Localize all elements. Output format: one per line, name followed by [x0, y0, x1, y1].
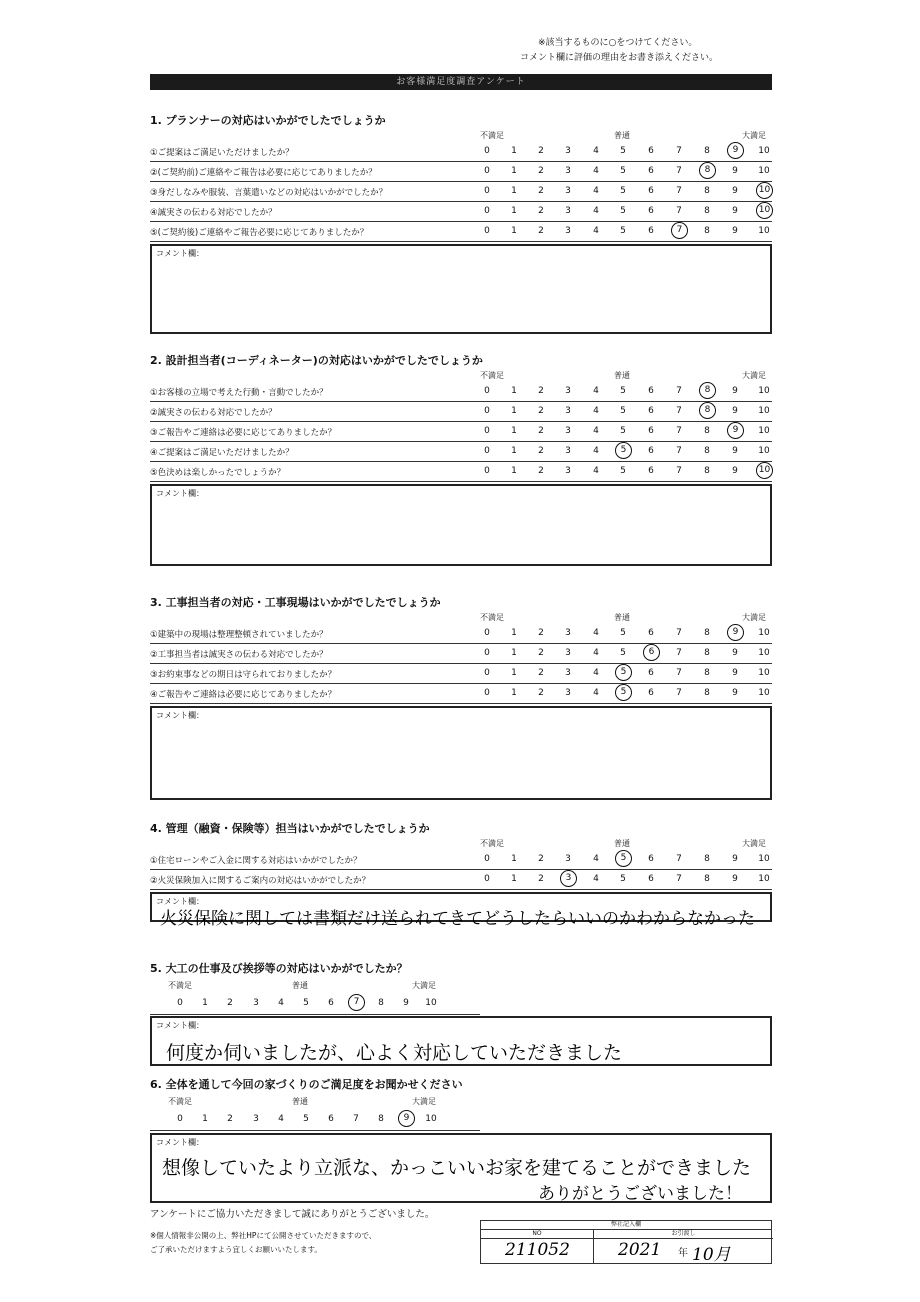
rating-option[interactable]: 6 [648, 226, 654, 236]
question-text: ④ご提案はご満足いただけましたか？ [150, 448, 294, 458]
question-text: ④誠実さの伝わる対応でしたか？ [150, 208, 277, 218]
rating-option[interactable]: 9 [732, 166, 738, 176]
question-text: ②誠実さの伝わる対応でしたか？ [150, 408, 277, 418]
office-year-unit: 年 [678, 1248, 688, 1259]
rating-option[interactable]: 2 [538, 206, 544, 216]
section-2-title: 2. 設計担当者(コーディネーター)の対応はいかがでしたでしょうか [150, 354, 483, 367]
comment-label: コメント欄： [156, 1021, 204, 1030]
rating-option[interactable]: 8 [704, 874, 710, 884]
question-text: ②工事担当者は誠実さの伝わる対応でしたか？ [150, 650, 328, 660]
question-row [150, 162, 772, 182]
rating-option[interactable]: 5 [620, 226, 626, 236]
question-text: ①お客様の立場で考えた行動・言動でしたか？ [150, 388, 328, 398]
rating-option[interactable]: 0 [484, 186, 490, 196]
rating-option[interactable]: 4 [593, 426, 599, 436]
rating-option[interactable]: 5 [620, 186, 626, 196]
rating-option[interactable]: 0 [484, 166, 490, 176]
rating-option[interactable]: 5 [620, 874, 626, 884]
section-6-comment-line-1: 想像していたより立派な、かっこいいお家を建てることができました [162, 1157, 752, 1179]
footer-thanks: アンケートにご協力いただきまして誠にありがとうございました。 [150, 1209, 435, 1220]
rating-option[interactable]: 9 [732, 668, 738, 678]
rating-option-selected[interactable]: 8 [699, 382, 716, 399]
rating-option[interactable]: 4 [593, 186, 599, 196]
section-2-label-mid: 普通 [614, 371, 630, 380]
s6-label-mid: 普通 [292, 1097, 308, 1106]
question-row [150, 644, 772, 664]
rating-option[interactable]: 3 [253, 1114, 259, 1124]
rating-option[interactable]: 5 [620, 628, 626, 638]
rating-option[interactable]: 8 [704, 854, 710, 864]
rating-option[interactable]: 9 [732, 854, 738, 864]
rating-option-selected[interactable]: 5 [615, 442, 632, 459]
rating-option[interactable]: 4 [593, 688, 599, 698]
rating-option[interactable]: 1 [511, 874, 517, 884]
rating-option[interactable]: 9 [732, 186, 738, 196]
rating-option[interactable]: 6 [648, 406, 654, 416]
office-month-value: 10月 [692, 1245, 731, 1265]
rating-option-selected[interactable]: 5 [615, 664, 632, 681]
rating-option[interactable]: 0 [484, 146, 490, 156]
question-text: ③ご報告やご連絡は必要に応じてありましたか？ [150, 428, 337, 438]
rating-option[interactable]: 5 [620, 386, 626, 396]
rating-option-selected[interactable]: 9 [398, 1110, 415, 1127]
rating-option[interactable]: 4 [593, 466, 599, 476]
section-4-title: 4. 管理（融資・保険等）担当はいかがでしたでしょうか [150, 822, 430, 835]
footer-privacy-1: ※個人情報非公開の上、弊社HPにて公開させていただきますので、 [150, 1231, 377, 1240]
rating-option[interactable]: 2 [538, 648, 544, 658]
question-text: ⑤(ご契約後)ご連絡やご報告必要に応じてありましたか？ [150, 228, 369, 238]
rating-option[interactable]: 8 [704, 688, 710, 698]
question-row [150, 142, 772, 162]
rating-option-selected[interactable]: 10 [756, 182, 773, 199]
rating-option[interactable]: 1 [511, 688, 517, 698]
s6-label-high: 大満足 [412, 1097, 436, 1106]
rating-option[interactable]: 10 [758, 406, 770, 416]
rating-option[interactable]: 1 [511, 406, 517, 416]
rating-option[interactable]: 1 [511, 166, 517, 176]
rating-option[interactable]: 3 [565, 426, 571, 436]
rating-option[interactable]: 1 [511, 186, 517, 196]
rating-option[interactable]: 5 [620, 206, 626, 216]
rating-option-selected[interactable]: 9 [727, 422, 744, 439]
question-row [150, 624, 772, 644]
question-row [150, 850, 772, 870]
rating-option[interactable]: 2 [538, 854, 544, 864]
rating-option[interactable]: 7 [676, 446, 682, 456]
rating-option[interactable]: 10 [758, 446, 770, 456]
rating-option[interactable]: 7 [676, 854, 682, 864]
rating-option[interactable]: 0 [484, 688, 490, 698]
rating-option[interactable]: 2 [538, 226, 544, 236]
rating-option[interactable]: 2 [538, 186, 544, 196]
section-2-label-high: 大満足 [742, 371, 766, 380]
rating-option[interactable]: 0 [484, 466, 490, 476]
rating-option[interactable]: 7 [676, 466, 682, 476]
section-1-label-low: 不満足 [480, 131, 504, 140]
rating-option[interactable]: 1 [511, 854, 517, 864]
rating-option[interactable]: 2 [538, 146, 544, 156]
question-row [150, 462, 772, 482]
question-text: ①ご提案はご満足いただけましたか？ [150, 148, 294, 158]
rating-option[interactable]: 4 [278, 1114, 284, 1124]
office-header: 弊社記入欄 [481, 1221, 771, 1230]
rating-option[interactable]: 7 [676, 146, 682, 156]
rating-option[interactable]: 1 [511, 648, 517, 658]
rating-option[interactable]: 2 [538, 406, 544, 416]
rating-option[interactable]: 7 [676, 166, 682, 176]
rating-option[interactable]: 1 [511, 386, 517, 396]
section-3-label-low: 不満足 [480, 613, 504, 622]
rating-option[interactable]: 0 [484, 226, 490, 236]
comment-label: コメント欄： [156, 711, 204, 720]
rating-option[interactable]: 5 [620, 648, 626, 658]
rating-option[interactable]: 7 [676, 648, 682, 658]
rating-option[interactable]: 0 [484, 668, 490, 678]
rating-option-selected[interactable]: 8 [699, 162, 716, 179]
rating-option[interactable]: 1 [511, 628, 517, 638]
rating-option-selected[interactable]: 5 [615, 850, 632, 867]
rating-option[interactable]: 10 [758, 874, 770, 884]
question-row [150, 202, 772, 222]
rating-option[interactable]: 7 [676, 186, 682, 196]
section-4-comment-box[interactable] [150, 892, 772, 929]
question-text: ①建築中の現場は整理整頓されていましたか？ [150, 630, 328, 640]
rating-option[interactable]: 6 [648, 426, 654, 436]
rating-option-selected[interactable]: 9 [727, 142, 744, 159]
section-5-comment: 何度か伺いましたが、心よく対応していただきました [166, 1042, 623, 1064]
rating-option[interactable]: 5 [303, 998, 309, 1008]
rating-option[interactable]: 5 [620, 466, 626, 476]
rating-option[interactable]: 8 [704, 648, 710, 658]
rating-option[interactable]: 9 [732, 406, 738, 416]
rating-option[interactable]: 3 [565, 406, 571, 416]
rating-option[interactable]: 1 [511, 226, 517, 236]
office-no-value: 211052 [505, 1240, 570, 1260]
rating-option[interactable]: 0 [484, 446, 490, 456]
rating-option[interactable]: 4 [593, 874, 599, 884]
rating-option[interactable]: 8 [704, 446, 710, 456]
section-4-label-low: 不満足 [480, 839, 504, 848]
comment-label: コメント欄： [156, 897, 204, 906]
section-4-label-mid: 普通 [614, 839, 630, 848]
section-1-title: 1. プランナーの対応はいかがでしたでしょうか [150, 114, 386, 127]
section-4-comment: 火災保険に関しては書類だけ送られてきてどうしたらいいのかわからなかった [160, 909, 755, 929]
rating-option[interactable]: 7 [676, 668, 682, 678]
rating-option[interactable]: 2 [538, 386, 544, 396]
rating-option[interactable]: 7 [676, 406, 682, 416]
s5-scale-line [150, 1014, 480, 1015]
section-4-label-high: 大満足 [742, 839, 766, 848]
rating-option[interactable]: 3 [565, 226, 571, 236]
survey-title-bar: お客様満足度調査アンケート [150, 74, 772, 90]
rating-option[interactable]: 8 [704, 668, 710, 678]
rating-option[interactable]: 8 [378, 1114, 384, 1124]
rating-option-selected[interactable]: 7 [348, 994, 365, 1011]
rating-option[interactable]: 6 [648, 166, 654, 176]
rating-option[interactable]: 2 [538, 628, 544, 638]
question-text: ③身だしなみや服装、言葉遣いなどの対応はいかがでしたか？ [150, 188, 388, 198]
section-3-comment-box[interactable] [150, 706, 772, 800]
rating-option[interactable]: 4 [593, 146, 599, 156]
rating-option[interactable]: 4 [593, 226, 599, 236]
rating-option[interactable]: 6 [648, 668, 654, 678]
rating-option[interactable]: 4 [593, 206, 599, 216]
rating-option[interactable]: 8 [704, 628, 710, 638]
rating-option-selected[interactable]: 3 [560, 870, 577, 887]
question-text: ④ご報告やご連絡は必要に応じてありましたか？ [150, 690, 337, 700]
question-row [150, 382, 772, 402]
office-handover-label: お引渡し [594, 1230, 773, 1239]
rating-option-selected[interactable]: 10 [756, 462, 773, 479]
rating-option[interactable]: 8 [704, 426, 710, 436]
rating-option[interactable]: 6 [328, 1114, 334, 1124]
rating-option[interactable]: 0 [484, 854, 490, 864]
rating-option[interactable]: 6 [648, 186, 654, 196]
section-6-comment-line-2: ありがとうございました！ [538, 1184, 742, 1204]
section-5-comment-box[interactable] [150, 1016, 772, 1066]
rating-option[interactable]: 7 [676, 874, 682, 884]
rating-option[interactable]: 0 [484, 648, 490, 658]
rating-option[interactable]: 9 [732, 648, 738, 658]
rating-option-selected[interactable]: 8 [699, 402, 716, 419]
question-row [150, 222, 772, 242]
rating-option[interactable]: 6 [648, 386, 654, 396]
instruction-note-1: ※該当するものに○をつけてください。 [538, 38, 698, 48]
rating-option[interactable]: 4 [593, 406, 599, 416]
rating-option[interactable]: 10 [758, 668, 770, 678]
rating-option[interactable]: 1 [202, 998, 208, 1008]
rating-option[interactable]: 9 [732, 466, 738, 476]
rating-option[interactable]: 2 [227, 1114, 233, 1124]
rating-option[interactable]: 2 [538, 466, 544, 476]
office-date-cell [594, 1238, 773, 1264]
section-2-comment-box[interactable] [150, 484, 772, 566]
section-2-label-low: 不満足 [480, 371, 504, 380]
rating-option[interactable]: 9 [732, 226, 738, 236]
rating-option[interactable]: 10 [758, 166, 770, 176]
office-no-cell [481, 1238, 594, 1264]
s5-label-mid: 普通 [292, 981, 308, 990]
rating-option-selected[interactable]: 5 [615, 684, 632, 701]
rating-option[interactable]: 9 [732, 874, 738, 884]
rating-option[interactable]: 3 [565, 628, 571, 638]
rating-option-selected[interactable]: 6 [643, 644, 660, 661]
comment-label: コメント欄： [156, 1138, 204, 1147]
question-row [150, 402, 772, 422]
section-1-comment-box[interactable] [150, 244, 772, 334]
rating-option[interactable]: 8 [378, 998, 384, 1008]
rating-option[interactable]: 3 [565, 446, 571, 456]
s5-label-low: 不満足 [168, 981, 192, 990]
rating-option[interactable]: 6 [648, 446, 654, 456]
rating-option[interactable]: 8 [704, 186, 710, 196]
rating-option[interactable]: 6 [648, 854, 654, 864]
section-3-label-high: 大満足 [742, 613, 766, 622]
rating-option[interactable]: 4 [593, 628, 599, 638]
rating-option[interactable]: 2 [538, 874, 544, 884]
rating-option[interactable]: 0 [484, 628, 490, 638]
comment-label: コメント欄： [156, 249, 204, 258]
question-text: ②(ご契約前)ご連絡やご報告は必要に応じてありましたか？ [150, 168, 377, 178]
rating-option[interactable]: 7 [353, 1114, 359, 1124]
rating-option[interactable]: 0 [484, 874, 490, 884]
rating-option[interactable]: 5 [620, 146, 626, 156]
office-no-label: NO [481, 1230, 594, 1239]
office-year-value: 2021 [618, 1240, 662, 1260]
rating-option[interactable]: 6 [328, 998, 334, 1008]
rating-option[interactable]: 7 [676, 628, 682, 638]
rating-option[interactable]: 10 [758, 146, 770, 156]
rating-option[interactable]: 6 [648, 146, 654, 156]
question-text: ⑤色決めは楽しかったでしょうか？ [150, 468, 286, 478]
rating-option[interactable]: 5 [303, 1114, 309, 1124]
rating-option[interactable]: 1 [511, 668, 517, 678]
rating-option[interactable]: 8 [704, 146, 710, 156]
rating-option[interactable]: 7 [676, 426, 682, 436]
rating-option[interactable]: 2 [227, 998, 233, 1008]
rating-option[interactable]: 3 [565, 206, 571, 216]
rating-option[interactable]: 3 [565, 854, 571, 864]
section-3-title: 3. 工事担当者の対応・工事現場はいかがでしたでしょうか [150, 596, 441, 609]
question-row [150, 182, 772, 202]
rating-option[interactable]: 8 [704, 466, 710, 476]
rating-option[interactable]: 7 [676, 688, 682, 698]
rating-option[interactable]: 4 [593, 386, 599, 396]
rating-option[interactable]: 3 [565, 668, 571, 678]
rating-option[interactable]: 8 [704, 226, 710, 236]
rating-option-selected[interactable]: 10 [756, 202, 773, 219]
rating-option[interactable]: 0 [177, 998, 183, 1008]
section-6-comment-box[interactable] [150, 1133, 772, 1203]
rating-option[interactable]: 1 [511, 446, 517, 456]
rating-option[interactable]: 1 [511, 206, 517, 216]
section-6-title: 6. 全体を通して今回の家づくりのご満足度をお聞かせください [150, 1078, 463, 1091]
instruction-note-2: コメント欄に評価の理由をお書き添えください。 [520, 53, 719, 63]
question-row [150, 870, 772, 890]
rating-option[interactable]: 10 [758, 628, 770, 638]
rating-option[interactable]: 10 [758, 648, 770, 658]
rating-option[interactable]: 4 [593, 668, 599, 678]
rating-option[interactable]: 3 [253, 998, 259, 1008]
rating-option[interactable]: 10 [758, 226, 770, 236]
rating-option[interactable]: 3 [565, 186, 571, 196]
rating-option[interactable]: 7 [676, 206, 682, 216]
rating-option[interactable]: 0 [484, 206, 490, 216]
rating-option[interactable]: 0 [484, 386, 490, 396]
rating-option[interactable]: 7 [676, 386, 682, 396]
rating-option[interactable]: 6 [648, 206, 654, 216]
rating-option[interactable]: 9 [732, 206, 738, 216]
question-text: ③お約束事などの期日は守られておりましたか？ [150, 670, 337, 680]
rating-option[interactable]: 10 [425, 1114, 437, 1124]
office-use-box [480, 1220, 772, 1264]
rating-option[interactable]: 0 [484, 406, 490, 416]
question-row [150, 684, 772, 704]
section-1-label-high: 大満足 [742, 131, 766, 140]
rating-option[interactable]: 6 [648, 628, 654, 638]
rating-option[interactable]: 6 [648, 688, 654, 698]
question-row [150, 442, 772, 462]
rating-option[interactable]: 3 [565, 466, 571, 476]
question-text: ①住宅ローンやご入金に関する対応はいかがでしたか？ [150, 856, 362, 866]
rating-option[interactable]: 2 [538, 426, 544, 436]
rating-option-selected[interactable]: 7 [671, 222, 688, 239]
rating-option[interactable]: 4 [593, 166, 599, 176]
rating-option[interactable]: 1 [511, 426, 517, 436]
section-5-title: 5. 大工の仕事及び挨拶等の対応はいかがでしたか？ [150, 962, 408, 975]
rating-option[interactable]: 5 [620, 406, 626, 416]
rating-option[interactable]: 6 [648, 874, 654, 884]
rating-option[interactable]: 3 [565, 146, 571, 156]
footer-privacy-2: ご了承いただけますよう宜しくお願いいたします。 [150, 1245, 322, 1254]
rating-option[interactable]: 2 [538, 688, 544, 698]
rating-option[interactable]: 1 [511, 466, 517, 476]
s6-scale-line [150, 1130, 480, 1131]
question-text: ②火災保険加入に関するご案内の対応はいかがでしたか？ [150, 876, 371, 886]
rating-option[interactable]: 0 [484, 426, 490, 436]
rating-option[interactable]: 9 [732, 688, 738, 698]
s6-label-low: 不満足 [168, 1097, 192, 1106]
rating-option[interactable]: 10 [758, 386, 770, 396]
comment-label: コメント欄： [156, 489, 204, 498]
question-row [150, 422, 772, 442]
rating-option[interactable]: 2 [538, 166, 544, 176]
rating-option[interactable]: 4 [593, 648, 599, 658]
rating-option[interactable]: 10 [758, 426, 770, 436]
rating-option[interactable]: 10 [758, 854, 770, 864]
rating-option[interactable]: 6 [648, 466, 654, 476]
s5-label-high: 大満足 [412, 981, 436, 990]
rating-option[interactable]: 3 [565, 166, 571, 176]
rating-option[interactable]: 0 [177, 1114, 183, 1124]
section-1-label-mid: 普通 [614, 131, 630, 140]
rating-option[interactable]: 9 [732, 386, 738, 396]
rating-option[interactable]: 5 [620, 166, 626, 176]
rating-option-selected[interactable]: 9 [727, 624, 744, 641]
rating-option[interactable]: 5 [620, 426, 626, 436]
rating-option[interactable]: 2 [538, 668, 544, 678]
rating-option[interactable]: 10 [758, 688, 770, 698]
rating-option[interactable]: 4 [593, 446, 599, 456]
rating-option[interactable]: 3 [565, 648, 571, 658]
rating-option[interactable]: 2 [538, 446, 544, 456]
section-3-label-mid: 普通 [614, 613, 630, 622]
rating-option[interactable]: 3 [565, 688, 571, 698]
rating-option[interactable]: 4 [593, 854, 599, 864]
question-row [150, 664, 772, 684]
rating-option[interactable]: 8 [704, 206, 710, 216]
rating-option[interactable]: 10 [425, 998, 437, 1008]
rating-option[interactable]: 9 [732, 446, 738, 456]
rating-option[interactable]: 4 [278, 998, 284, 1008]
rating-option[interactable]: 1 [202, 1114, 208, 1124]
rating-option[interactable]: 3 [565, 386, 571, 396]
rating-option[interactable]: 9 [403, 998, 409, 1008]
rating-option[interactable]: 1 [511, 146, 517, 156]
